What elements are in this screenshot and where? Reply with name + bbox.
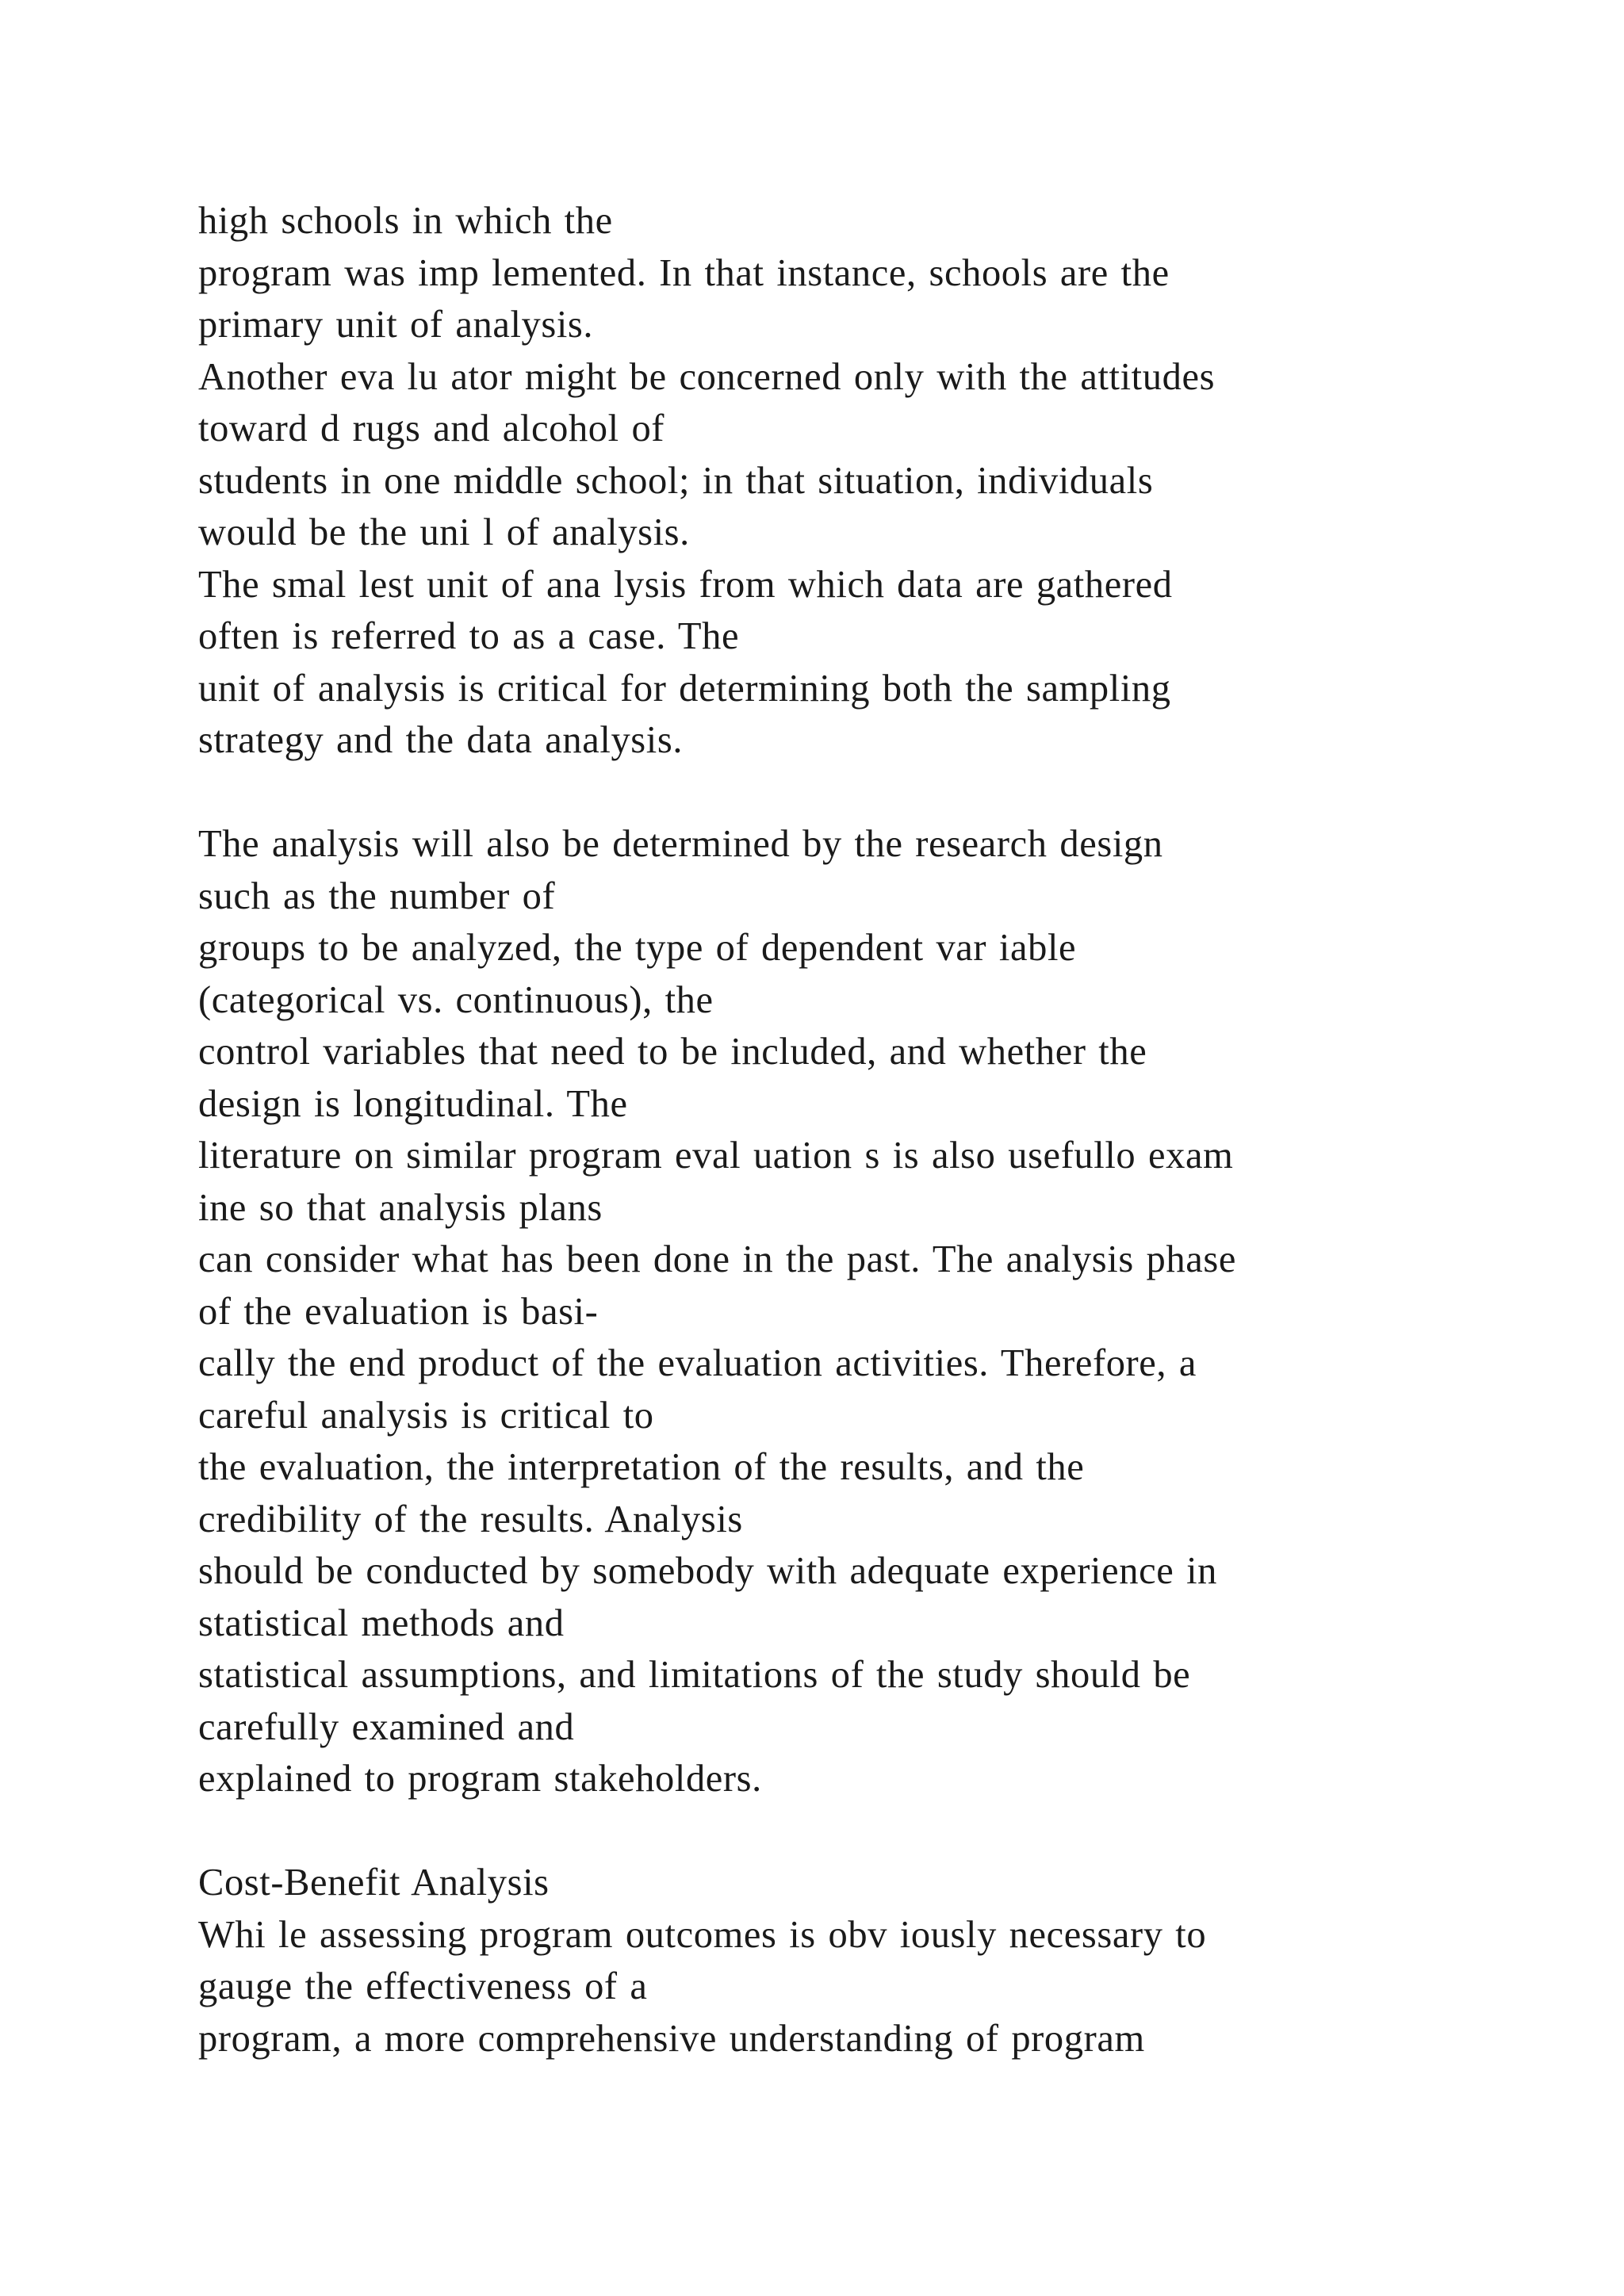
document-body-text: [198, 195, 1578, 2064]
section-heading: Cost-Benefit Analysis: [198, 1862, 550, 1904]
text-line: students in one middle school; in that situation, individuals: [198, 459, 1154, 502]
text-line: the evaluation, the interpretation of the results, and the: [198, 1446, 1085, 1488]
text-line: groups to be analyzed, the type of dependent var iable: [198, 927, 1077, 969]
text-line: literature on similar program eval uation s is also usefullo exam: [198, 1135, 1234, 1177]
text-line: should be conducted by somebody with adequate experience in: [198, 1550, 1217, 1592]
text-line: program was imp lemented. In that instance, schools are the: [198, 251, 1170, 294]
text-line: The smal lest unit of ana lysis from which data are gathered: [198, 563, 1173, 606]
text-line: strategy and the data analysis.: [198, 719, 684, 761]
text-line: primary unit of analysis.: [198, 304, 594, 346]
text-line: gauge the effectiveness of a: [198, 1965, 648, 2007]
text-line: such as the number of: [198, 874, 556, 917]
text-line: design is longitudinal. The: [198, 1082, 628, 1125]
text-line: Whi le assessing program outcomes is obv iously necessary to: [198, 1913, 1207, 1956]
text-line: statistical methods and: [198, 1601, 565, 1644]
text-line: cally the end product of the evaluation activities. Therefore, a: [198, 1342, 1197, 1384]
text-line: carefully examined and: [198, 1705, 575, 1748]
text-line: often is referred to as a case. The: [198, 615, 740, 657]
text-line: program, a more comprehensive understanding of program: [198, 2017, 1145, 2060]
text-line: statistical assumptions, and limitations of the study should be: [198, 1654, 1191, 1696]
text-line: can consider what has been done in the past. The analysis phase: [198, 1238, 1236, 1280]
paragraph-break: [198, 767, 1578, 819]
text-line: Another eva lu ator might be concerned only with the attitudes: [198, 355, 1216, 398]
text-line: The analysis will also be determined by the research design: [198, 823, 1163, 865]
text-line: high schools in which the: [198, 200, 613, 242]
text-line: of the evaluation is basi-: [198, 1290, 599, 1333]
text-line: careful analysis is critical to: [198, 1394, 654, 1437]
text-line: credibility of the results. Analysis: [198, 1498, 743, 1540]
text-line: unit of analysis is critical for determining both the sampling: [198, 667, 1171, 710]
text-line: (categorical vs. continuous), the: [198, 978, 714, 1021]
text-line: ine so that analysis plans: [198, 1186, 603, 1229]
text-line: control variables that need to be included, and whether the: [198, 1031, 1147, 1073]
paragraph-break: [198, 1805, 1578, 1858]
text-line: toward d rugs and alcohol of: [198, 408, 665, 450]
text-line: explained to program stakeholders.: [198, 1758, 762, 1800]
text-line: would be the uni l of analysis.: [198, 511, 690, 553]
